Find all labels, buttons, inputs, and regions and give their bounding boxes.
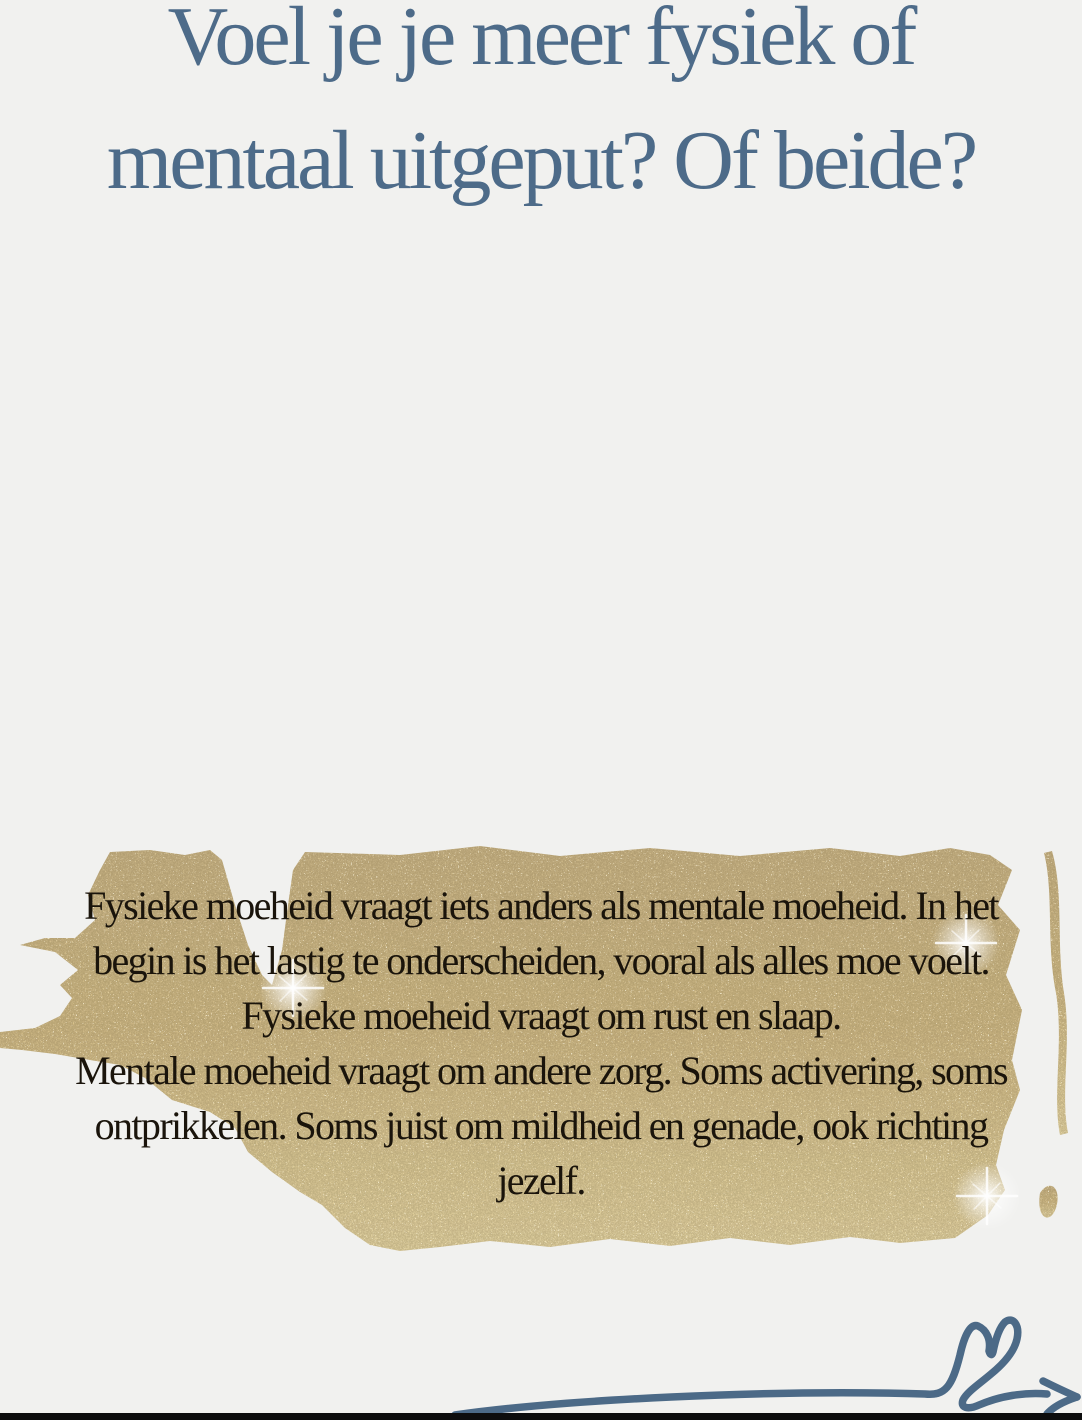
band-text-line-6: jezelf.	[497, 1158, 585, 1203]
band-text-line-1: Fysieke moeheid vraagt iets anders als mentale moeheid. In het	[84, 883, 998, 928]
band-text-line-2: begin is het lastig te onderscheiden, vooral als alles moe voelt.	[93, 938, 989, 983]
page-title	[0, 0, 1082, 223]
band-text-line-5: ontprikkelen. Soms juist om mildheid en genade, ook richting	[94, 1103, 988, 1148]
bottom-bar	[0, 1413, 1082, 1420]
band-text	[0, 878, 1082, 1208]
band-text-line-4: Mentale moeheid vraagt om andere zorg. Soms activering, soms	[75, 1048, 1007, 1093]
title-line-1: Voel je je meer fysiek of	[167, 0, 915, 83]
heart-arrow-icon	[440, 1293, 1082, 1420]
band-text-line-3: Fysieke moeheid vraagt om rust en slaap.	[241, 993, 841, 1038]
title-line-2: mentaal uitgeput? Of beide?	[106, 114, 976, 207]
